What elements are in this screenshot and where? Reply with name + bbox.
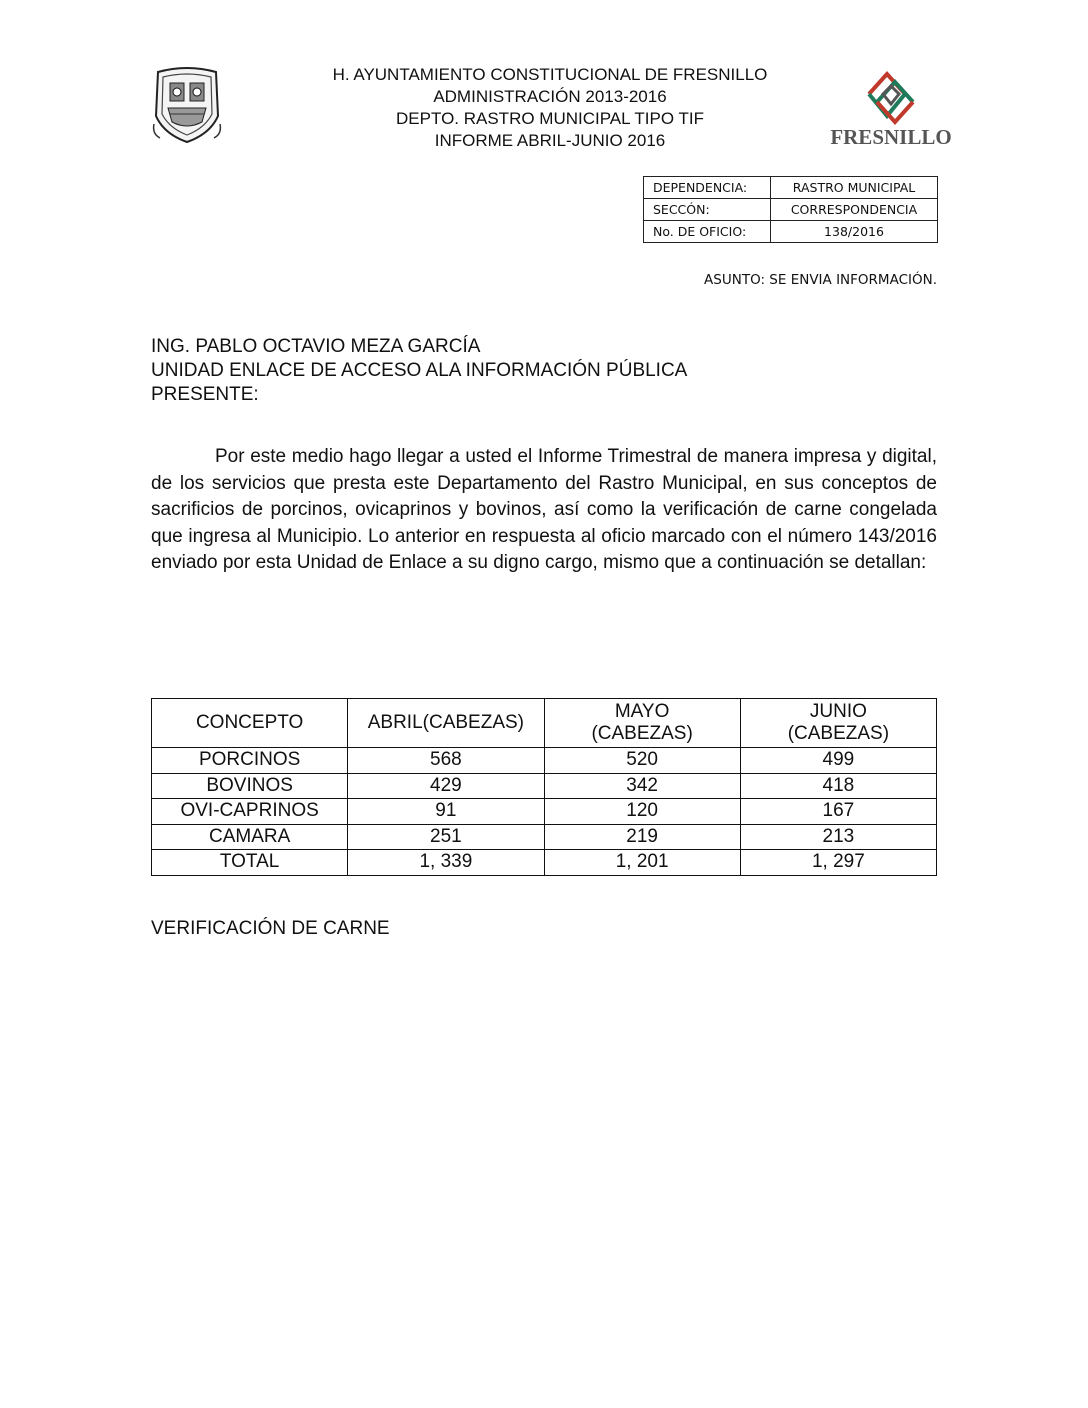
header-line: DEPTO. RASTRO MUNICIPAL TIPO TIF	[396, 109, 704, 128]
municipal-seal-icon	[150, 66, 224, 144]
table-row	[644, 177, 938, 199]
meta-value: 138/2016	[771, 221, 938, 243]
subject-line: ASUNTO: SE ENVIA INFORMACIÓN.	[704, 272, 937, 288]
table-row	[152, 824, 937, 850]
table-cell: PORCINOS	[152, 748, 348, 774]
table-cell: 251	[348, 824, 544, 850]
table-row	[152, 748, 937, 774]
table-cell: 1, 201	[544, 850, 740, 876]
body-text: Por este medio hago llegar a usted el Informe Trimestral de manera impresa y digital, de los servicios que presta este Departamento del Rastro Municipal, en sus conceptos de sacrificios de porcinos, ovicaprinos y bovinos, así como la verificación de carne congelada que ingresa al Municipio. Lo anterior en respuesta al oficio marcado con el número 143/2016 enviado por esta Unidad de Enlace a su digno cargo, mismo que a continuación se detallan:	[151, 446, 937, 573]
section-title: VERIFICACIÓN DE CARNE	[151, 918, 390, 939]
table-cell: 1, 339	[348, 850, 544, 876]
meta-label: DEPENDENCIA:	[644, 177, 771, 199]
addressee-block	[151, 335, 687, 407]
table-row	[644, 199, 938, 221]
body-paragraph	[151, 444, 937, 577]
table-cell: 520	[544, 748, 740, 774]
column-header: CONCEPTO	[152, 699, 348, 748]
meta-label: No. DE OFICIO:	[644, 221, 771, 243]
meta-value: CORRESPONDENCIA	[771, 199, 938, 221]
table-cell: 120	[544, 799, 740, 825]
table-cell: 499	[740, 748, 936, 774]
table-cell: 418	[740, 773, 936, 799]
table-cell: 219	[544, 824, 740, 850]
addressee-name: ING. PABLO OCTAVIO MEZA GARCÍA	[151, 336, 481, 357]
table-cell: 167	[740, 799, 936, 825]
table-cell: 1, 297	[740, 850, 936, 876]
logo-wordmark: FRESNILLO	[830, 125, 952, 149]
column-header: MAYO (CABEZAS)	[544, 699, 740, 748]
table-cell: 568	[348, 748, 544, 774]
table-cell: 213	[740, 824, 936, 850]
report-table	[151, 698, 937, 876]
document-meta-table	[643, 176, 938, 243]
table-header-row	[152, 699, 937, 748]
table-cell: OVI-CAPRINOS	[152, 799, 348, 825]
fresnillo-logo-icon	[830, 64, 952, 154]
addressee-unit: UNIDAD ENLACE DE ACCESO ALA INFORMACIÓN PÚBLICA	[151, 360, 688, 381]
header-line: ADMINISTRACIÓN 2013-2016	[433, 87, 667, 106]
header-line: H. AYUNTAMIENTO CONSTITUCIONAL DE FRESNILLO	[332, 65, 768, 84]
table-cell: 342	[544, 773, 740, 799]
table-row	[152, 773, 937, 799]
column-header: ABRIL(CABEZAS)	[348, 699, 544, 748]
table-row	[644, 221, 938, 243]
table-cell: CAMARA	[152, 824, 348, 850]
table-row	[152, 799, 937, 825]
letterhead	[250, 64, 850, 152]
meta-label: SECCÓN:	[644, 199, 771, 221]
table-cell: 429	[348, 773, 544, 799]
table-total-row	[152, 850, 937, 876]
header-line: INFORME ABRIL-JUNIO 2016	[434, 131, 666, 150]
meta-value: RASTRO MUNICIPAL	[771, 177, 938, 199]
table-cell: 91	[348, 799, 544, 825]
table-cell: TOTAL	[152, 850, 348, 876]
table-cell: BOVINOS	[152, 773, 348, 799]
greeting: PRESENTE:	[151, 384, 259, 405]
column-header: JUNIO (CABEZAS)	[740, 699, 936, 748]
